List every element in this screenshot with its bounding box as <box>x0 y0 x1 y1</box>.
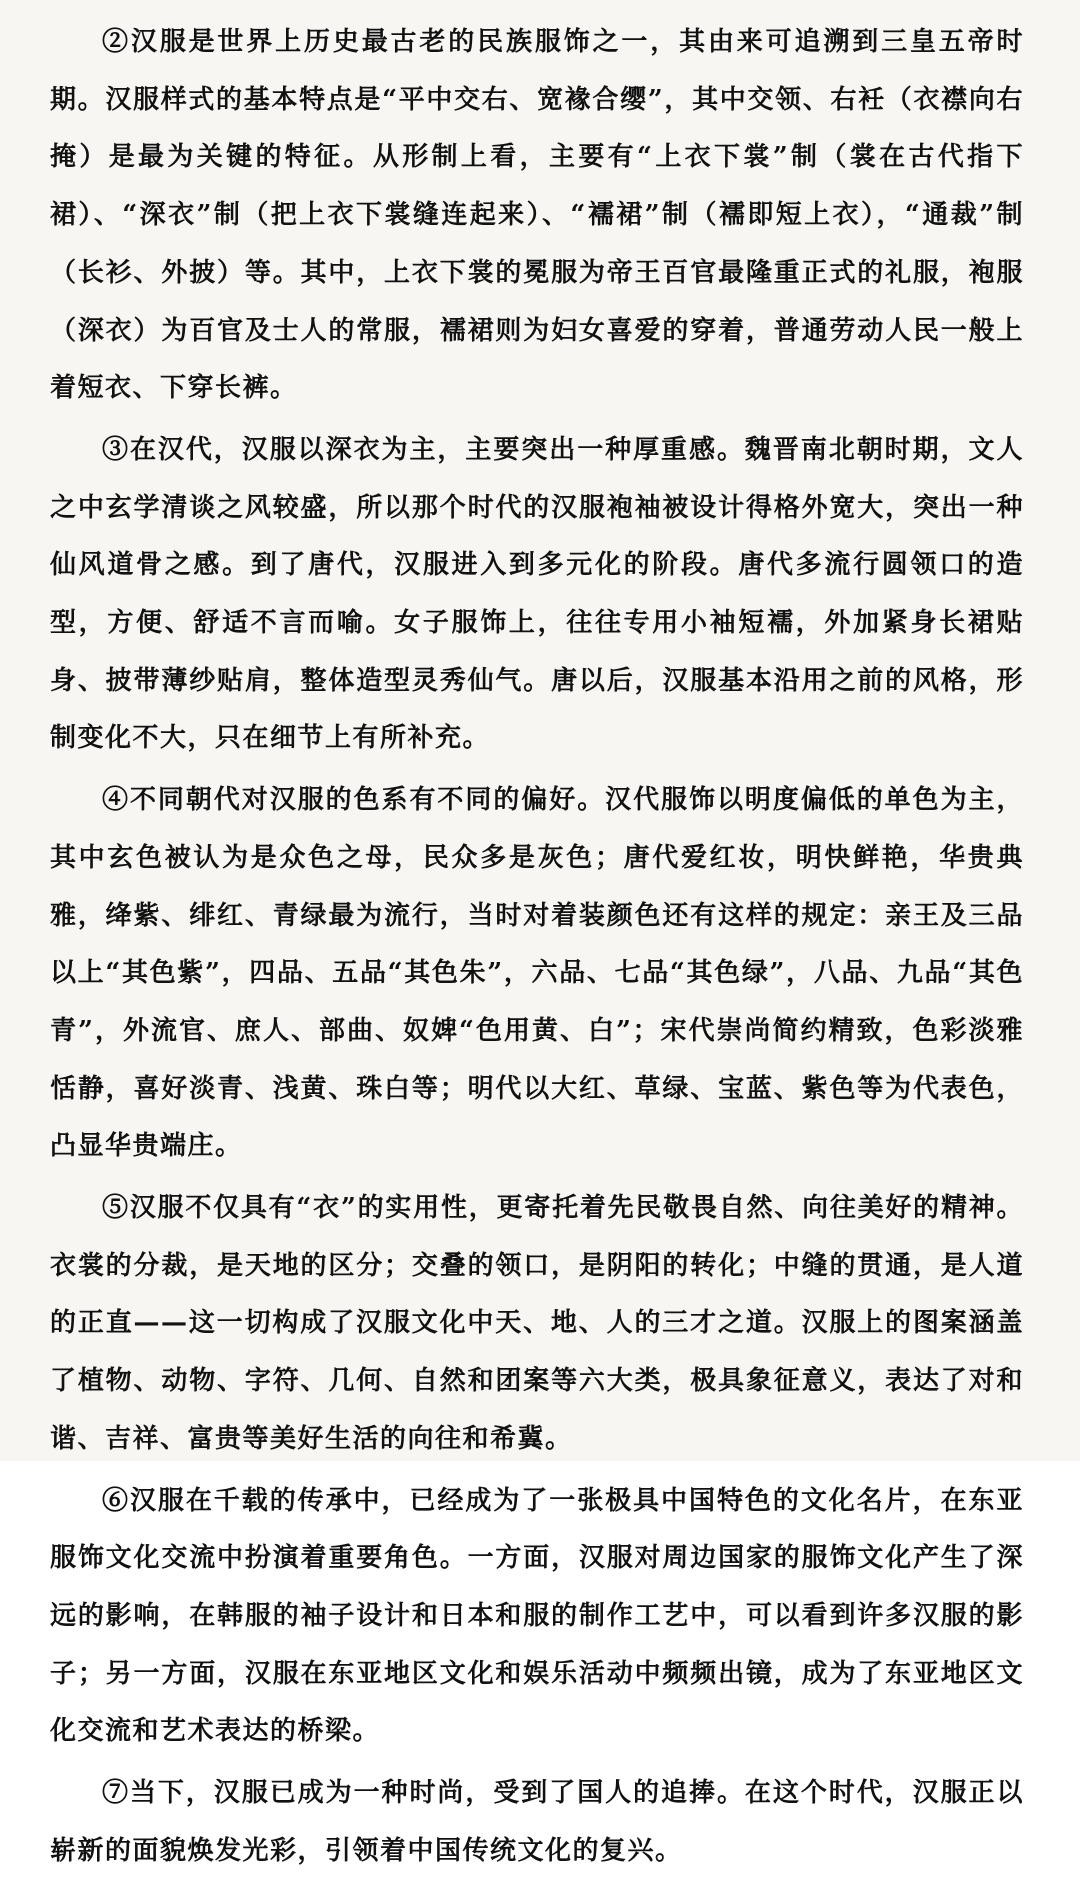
paragraph-4: ④不同朝代对汉服的色系有不同的偏好。汉代服饰以明度偏低的单色为主，其中玄色被认为是众色之母，民众多是灰色；唐代爱红妆，明快鲜艳，华贵典雅，绛紫、绯红、青绿最为流行，当时对着装颜色还有这样的规定：亲王及三品以上“其色紫”，四品、五品“其色朱”，六品、七品“其色绿”，八品、九品“其色青”，外流官、庶人、部曲、奴婢“色用黄、白”；宋代崇尚简约精致，色彩淡雅恬静，喜好淡青、浅黄、珠白等；明代以大红、草绿、宝蓝、紫色等为代表色，凸显华贵端庄。 <box>50 785 1024 1162</box>
paragraph-7: ⑦当下，汉服已成为一种时尚，受到了国人的追捧。在这个时代，汉服正以崭新的面貌焕发光彩，引领着中国传统文化的复兴。 <box>50 1778 1024 1866</box>
paragraph-3: ③在汉代，汉服以深衣为主，主要突出一种厚重感。魏晋南北朝时期，文人之中玄学清谈之风较盛，所以那个时代的汉服袍袖被设计得格外宽大，突出一种仙风道骨之感。到了唐代，汉服进入到多元化的阶段。唐代多流行圆领口的造型，方便、舒适不言而喻。女子服饰上，往往专用小袖短襦，外加紧身长裙贴身、披带薄纱贴肩，整体造型灵秀仙气。唐以后，汉服基本沿用之前的风格，形制变化不大，只在细节上有所补充。 <box>50 434 1024 754</box>
paragraph-6: ⑥汉服在千载的传承中，已经成为了一张极具中国特色的文化名片，在东亚服饰文化交流中扮演着重要角色。一方面，汉服对周边国家的服饰文化产生了深远的影响，在韩服的袖子设计和日本和服的制作工艺中，可以看到许多汉服的影子；另一方面，汉服在东亚地区文化和娱乐活动中频频出镜，成为了东亚地区文化交流和艺术表达的桥梁。 <box>50 1485 1024 1747</box>
paragraph-5: ⑤汉服不仅具有“衣”的实用性，更寄托着先民敬畏自然、向往美好的精神。衣裳的分裁，是天地的区分；交叠的领口，是阴阳的转化；中缝的贯通，是人道的正直——这一切构成了汉服文化中天、地、人的三才之道。汉服上的图案涵盖了植物、动物、字符、几何、自然和团案等六大类，极具象征意义，表达了对和谐、吉祥、富贵等美好生活的向往和希冀。 <box>50 1193 1024 1454</box>
paragraph-2: ②汉服是世界上历史最古老的民族服饰之一，其由来可追溯到三皇五帝时期。汉服样式的基本特点是“平中交右、宽褖合缨”，其中交领、右衽（衣襟向右掩）是最为关键的特征。从形制上看，主要有“上衣下裳”制（裳在古代指下裙）、“深衣”制（把上衣下裳缝连起来）、“襦裙”制（襦即短上衣），“通裁”制（长衫、外披）等。其中，上衣下裳的冕服为帝王百官最隆重正式的礼服，袍服（深衣）为百官及士人的常服，襦裙则为妇女喜爱的穿着，普通劳动人民一般上着短衣、下穿长裤。 <box>50 27 1024 404</box>
